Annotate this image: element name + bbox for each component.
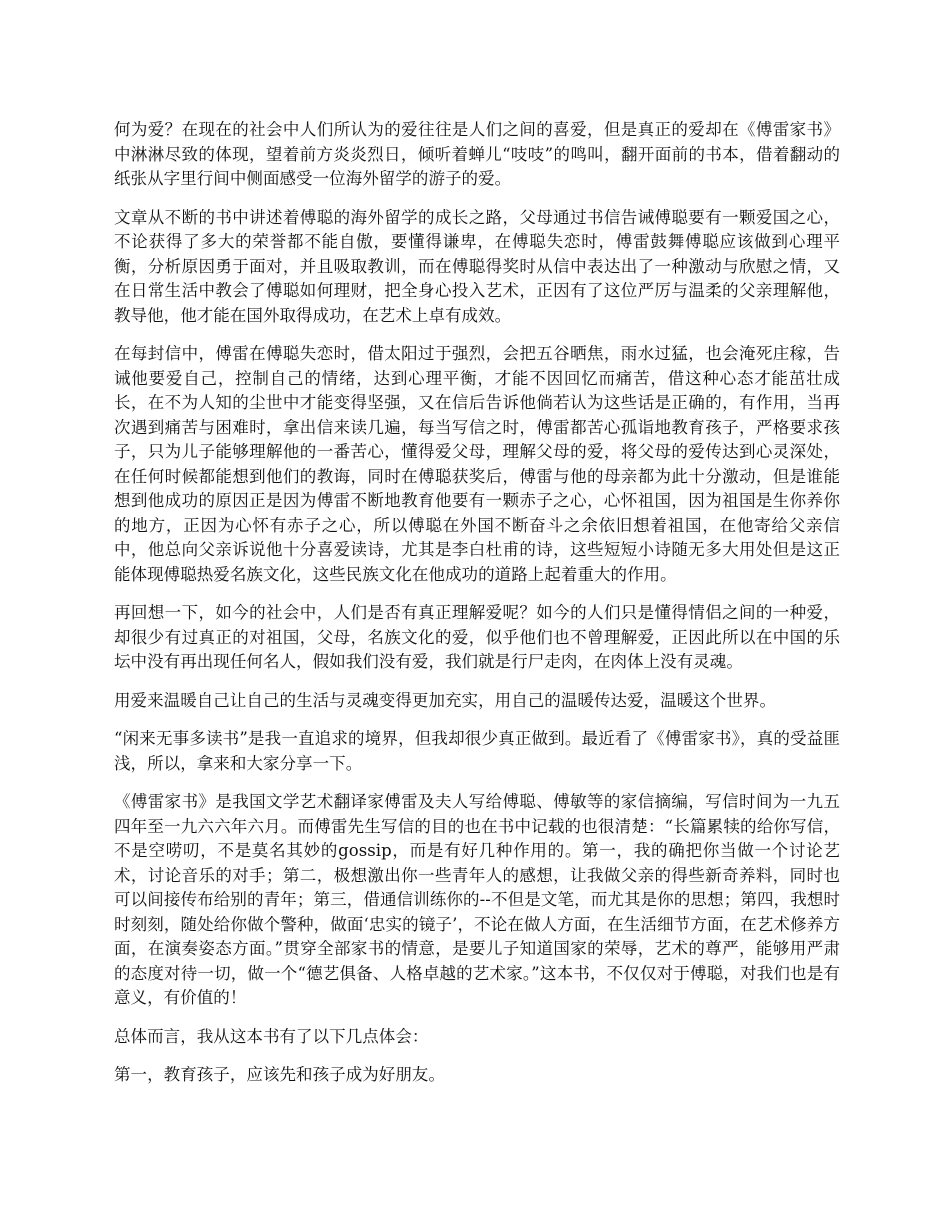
paragraph-1: 何为爱？在现在的社会中人们所认为的爱往往是人们之间的喜爱，但是真正的爱却在《傅雷家书》中淋淋尽致的体现，望着前方炎炎烈日，倾听着蝉儿“吱吱”的鸣叫，翻开面前的书本，借着翻动的纸张从字里行间中侧面感受一位海外留学的游子的爱。 — [114, 120, 840, 188]
paragraph-8: 总体而言，我从这本书有了以下几点体会： — [114, 1026, 429, 1046]
paragraph-2: 文章从不断的书中讲述着傅聪的海外留学的成长之路，父母通过书信告诫傅聪要有一颗爱国之心，不论获得了多大的荣誉都不能自傲，要懂得谦卑，在傅聪失恋时，傅雷鼓舞傅聪应该做到心理平衡，分析原因勇于面对，并且吸取教训，而在傅聪得奖时从信中表达出了一种激动与欣慰之情，又在日常生活中教会了傅聪如何理财，把全身心投入艺术，正因有了这位严厉与温柔的父亲理解他，教导他，他才能在国外取得成功，在艺术上卓有成效。 — [114, 207, 840, 325]
paragraph-3: 在每封信中，傅雷在傅聪失恋时，借太阳过于强烈，会把五谷晒焦，雨水过猛，也会淹死庄稼，告诫他要爱自己，控制自己的情绪，达到心理平衡，才能不因回忆而痛苦，借这种心态才能茁壮成长，在不为人知的尘世中才能变得坚强，又在信后告诉他倘若认为这些话是正确的，有作用，当再次遇到痛苦与困难时，拿出信来读几遍，每当写信之时，傅雷都苦心孤诣地教育孩子，严格要求孩子，只为儿子能够理解他的一番苦心，懂得爱父母，理解父母的爱，将父母的爱传达到心灵深处，在任何时候都能想到他们的教诲，同时在傅聪获奖后，傅雷与他的母亲都为此十分激动，但是谁能想到他成功的原因正是因为傅雷不断地教育他要有一颗赤子之心，心怀祖国，因为祖国是生你养你的地方，正因为心怀有赤子之心，所以傅聪在外国不断奋斗之余依旧想着祖国，在他寄给父亲信中，他总向父亲诉说他十分喜爱读诗，尤其是李白杜甫的诗，这些短短小诗随无多大用处但是这正能体现傅聪热爱名族文化，这些民族文化在他成功的道路上起着重大的作用。 — [114, 344, 840, 584]
paragraph-9: 第一，教育孩子，应该先和孩子成为好朋友。 — [114, 1065, 445, 1084]
paragraph-4: 再回想一下，如今的社会中，人们是否有真正理解爱呢？如今的人们只是懂得情侣之间的一种爱，却很少有过真正的对祖国，父母，名族文化的爱，似乎他们也不曾理解爱，正因此所以在中国的乐坛中没有再出现任何名人，假如我们没有爱，我们就是行尸走肉，在肉体上没有灵魂。 — [114, 603, 840, 671]
paragraph-7: 《傅雷家书》是我国文学艺术翻译家傅雷及夫人写给傅聪、傅敏等的家信摘编，写信时间为一九五四年至一九六六年六月。而傅雷先生写信的目的也在书中记载的也很清楚：“长篇累犊的给你写信，不是空唠叨，不是莫名其妙的gossip，而是有好几种作用的。第一，我的确把你当做一个讨论艺术，讨论音乐的对手；第二，极想激出你一些青年人的感想，让我做父亲的得些新奇养料，同时也可以间接传布给别的青年；第三，借通信训练你的--不但是文笔，而尤其是你的思想；第四，我想时时刻刻，随处给你做个警种，做面‘忠实的镜子’，不论在做人方面，在生活细节方面，在艺术修养方面，在演奏姿态方面。”贯穿全部家书的情意，是要儿子知道国家的荣辱，艺术的尊严，能够用严肃的态度对待一切，做一个“德艺俱备、人格卓越的艺术家。”这本书，不仅仅对于傅聪，对我们也是有意义，有价值的！ — [114, 792, 840, 1007]
paragraph-5: 用爱来温暖自己让自己的生活与灵魂变得更加充实，用自己的温暖传达爱，温暖这个世界。 — [114, 690, 776, 710]
paragraph-6: “闲来无事多读书”是我一直追求的境界，但我却很少真正做到。最近看了《傅雷家书》，真的受益匪浅，所以，拿来和大家分享一下。 — [114, 729, 840, 773]
document-body — [114, 118, 840, 1102]
